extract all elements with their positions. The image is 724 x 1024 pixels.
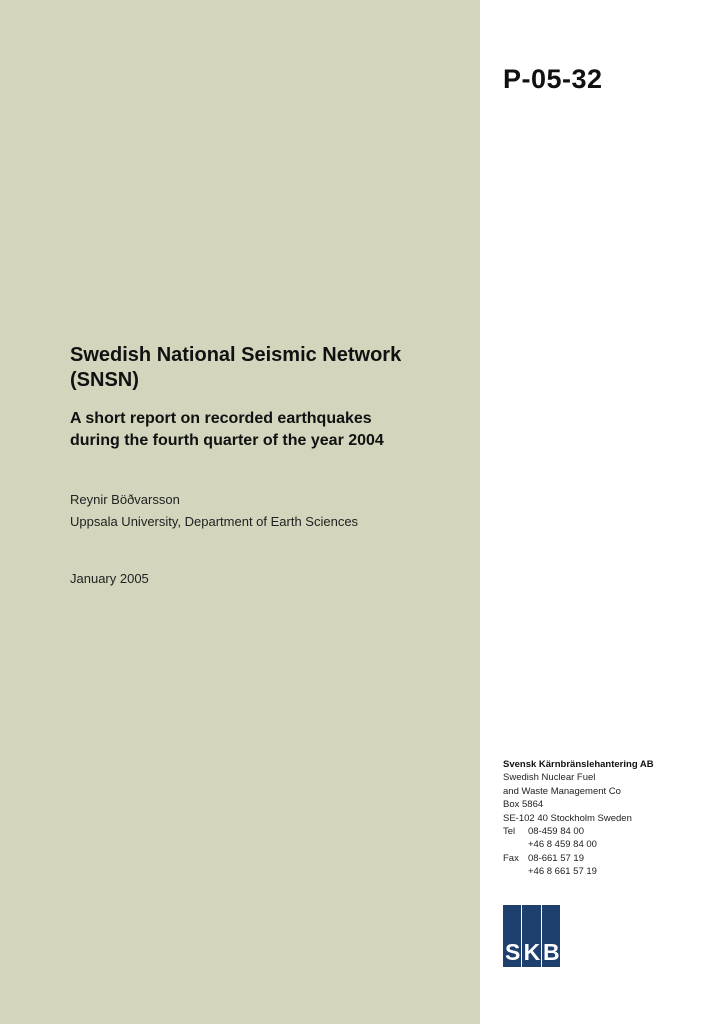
skb-logo-letter-s: S: [503, 905, 521, 967]
publisher-address-line: Box 5864: [503, 799, 544, 811]
fax-number-intl: +46 8 661 57 19: [528, 866, 597, 878]
telephone-number-intl: +46 8 459 84 00: [528, 839, 597, 851]
publisher-address-line: Swedish Nuclear Fuel: [503, 772, 596, 784]
publisher-address-line: SE-102 40 Stockholm Sweden: [503, 812, 632, 824]
telephone-number: 08-459 84 00: [528, 826, 584, 838]
skb-logo-letter-b: B: [542, 905, 560, 967]
fax-label: Fax: [503, 852, 519, 864]
telephone-label: Tel: [503, 826, 516, 838]
fax-number: 08-661 57 19: [528, 852, 584, 864]
report-subtitle: [70, 408, 470, 452]
telephone-row-intl: [503, 838, 713, 851]
telephone-row: [503, 825, 713, 838]
publication-date: January 2005: [70, 571, 149, 586]
report-title-line-2: (SNSN): [70, 369, 139, 391]
author-name: Reynir Böðvarsson: [70, 492, 180, 507]
fax-row: [503, 852, 713, 865]
skb-logo: [503, 905, 560, 967]
report-subtitle-line-2: during the fourth quarter of the year 2004: [70, 432, 384, 449]
report-subtitle-line-1: A short report on recorded earthquakes: [70, 410, 372, 427]
report-title-line-1: Swedish National Seismic Network: [70, 344, 402, 366]
report-title: [70, 343, 470, 393]
publisher-contact-block: [503, 758, 713, 879]
publisher-name: Svensk Kärnbränslehantering AB: [503, 759, 654, 770]
author-affiliation: Uppsala University, Department of Earth Sciences: [70, 514, 359, 529]
skb-logo-letter-k: K: [522, 905, 540, 967]
fax-row-intl: [503, 865, 713, 878]
publisher-address-line: and Waste Management Co: [503, 785, 621, 797]
report-number: P-05-32: [503, 64, 603, 94]
